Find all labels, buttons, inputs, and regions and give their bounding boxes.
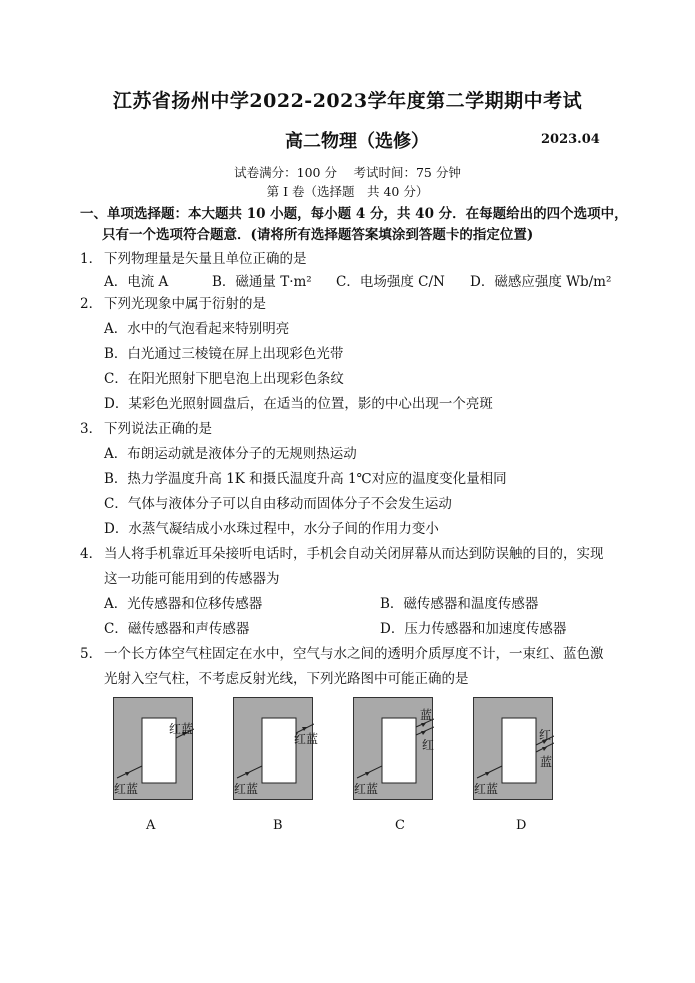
ray-label-blue: 蓝 <box>540 755 553 769</box>
ray-label-blue: 蓝 <box>420 708 433 722</box>
optics-diagram-b <box>233 697 319 800</box>
ray-label-out: 红蓝 <box>169 722 194 736</box>
ray-label-out: 红蓝 <box>294 732 319 746</box>
optics-diagram-c <box>353 697 433 800</box>
ray-label-red: 红 <box>422 738 435 752</box>
option-c: C．气体与液体分子可以自由移动而固体分子不会发生运动 <box>104 496 452 512</box>
question-stem: 下列光现象中属于衍射的是 <box>104 296 266 312</box>
option-b: B．磁通量 T·m² <box>212 274 312 290</box>
question-number: 2． <box>80 296 103 312</box>
option-b: B．磁传感器和温度传感器 <box>380 596 539 612</box>
exam-meta: 试卷满分：100 分 考试时间：75 分钟 <box>234 165 461 180</box>
question-number: 4． <box>80 546 103 562</box>
option-d: D．某彩色光照射圆盘后，在适当的位置，影的中心出现一个亮斑 <box>104 396 493 412</box>
option-a: A．水中的气泡看起来特别明亮 <box>104 321 290 337</box>
section-instruction-cont: 只有一个选项符合题意．(请将所有选择题答案填涂到答题卡的指定位置) <box>102 227 534 243</box>
question-stem: 下列物理量是矢量且单位正确的是 <box>104 251 307 267</box>
ray-label-in: 红蓝 <box>354 782 379 796</box>
figure-label-c: C <box>395 818 405 833</box>
option-c: C．电场强度 C/N <box>336 274 445 290</box>
volume-heading: 第 I 卷（选择题 共 40 分） <box>266 184 429 199</box>
option-b: B．热力学温度升高 1K 和摄氏温度升高 1℃对应的温度变化量相同 <box>104 471 507 487</box>
question-stem-cont: 光射入空气柱，不考虑反射光线，下列光路图中可能正确的是 <box>104 671 469 687</box>
option-d: D．磁感应强度 Wb/m² <box>470 274 612 290</box>
question-stem: 一个长方体空气柱固定在水中，空气与水之间的透明介质厚度不计，一束红、蓝色激 <box>104 646 604 662</box>
figure-label-a: A <box>146 818 156 833</box>
subject-title: 高二物理（选修） <box>285 131 429 152</box>
figure-label-b: B <box>273 818 283 833</box>
ray-label-in: 红蓝 <box>114 782 139 796</box>
option-c: C．磁传感器和声传感器 <box>104 621 250 637</box>
option-a: A．电流 A <box>104 274 169 290</box>
optics-diagram-d <box>473 697 553 800</box>
question-stem: 下列说法正确的是 <box>104 421 212 437</box>
ray-label-in: 红蓝 <box>234 782 259 796</box>
question-number: 1． <box>80 251 103 267</box>
optics-diagram-a <box>113 697 193 800</box>
ray-label-in: 红蓝 <box>474 782 499 796</box>
question-number: 5． <box>80 646 103 662</box>
exam-title: 江苏省扬州中学2022-2023学年度第二学期期中考试 <box>112 90 583 112</box>
figure-label-d: D <box>516 818 527 833</box>
option-a: A．光传感器和位移传感器 <box>104 596 263 612</box>
option-d: D．压力传感器和加速度传感器 <box>380 621 567 637</box>
option-c: C．在阳光照射下肥皂泡上出现彩色条纹 <box>104 371 344 387</box>
option-d: D．水蒸气凝结成小水珠过程中，水分子间的作用力变小 <box>104 521 439 537</box>
question-stem-cont: 这一功能可能用到的传感器为 <box>104 571 280 587</box>
ray-label-red: 红 <box>539 728 552 742</box>
question-number: 3． <box>80 421 103 437</box>
option-b: B．白光通过三棱镜在屏上出现彩色光带 <box>104 346 344 362</box>
section-instruction: 一、单项选择题：本大题共 10 小题，每小题 4 分，共 40 分．在每题给出的四个选项中， <box>80 206 628 222</box>
question-stem: 当人将手机靠近耳朵接听电话时，手机会自动关闭屏幕从而达到防误触的目的，实现 <box>104 546 604 562</box>
option-a: A．布朗运动就是液体分子的无规则热运动 <box>104 446 357 462</box>
exam-date: 2023.04 <box>541 132 600 147</box>
